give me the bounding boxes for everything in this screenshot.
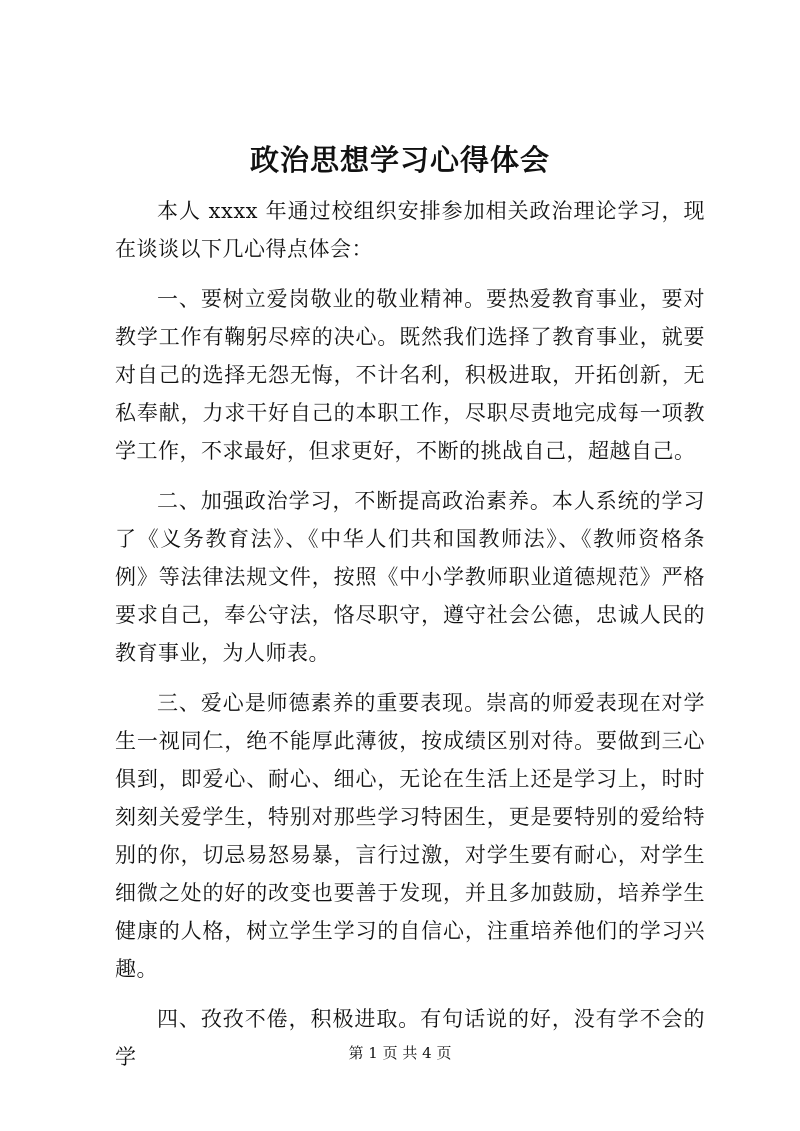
paragraph-intro: 本人 xxxx 年通过校组织安排参加相关政治理论学习，现在谈谈以下几心得点体会： — [115, 199, 705, 261]
paragraph-1: 一、要树立爱岗敬业的敬业精神。要热爱教育事业，要对教学工作有鞠躬尽瘁的决心。既然我们选择了教育事业，就要对自己的选择无怨无悔，不计名利，积极进取，开拓创新，无私奉献，力求干好自己的本职工作，尽职尽责地完成每一项教学工作，不求最好，但求更好，不断的挑战自己，超越自己。 — [115, 287, 705, 463]
paragraph-3: 三、爱心是师德素养的重要表现。崇高的师爱表现在对学生一视同仁，绝不能厚此薄彼，按成绩区别对待。要做到三心俱到，即爱心、耐心、细心，无论在生活上还是学习上，时时刻刻关爱学生，特别对那些学习特困生，更是要特别的爱给特别的你，切忌易怒易暴，言行过激，对学生要有耐心，对学生细微之处的好的改变也要善于发现，并且多加鼓励，培养学生健康的人格，树立学生学习的自信心，注重培养他们的学习兴趣。 — [115, 691, 705, 981]
page-footer: 第 1 页 共 4 页 — [348, 1044, 452, 1062]
document-body — [115, 192, 705, 1088]
paragraph-4: 四、孜孜不倦，积极进取。有句话说的好，没有学不会的学 — [115, 1007, 705, 1069]
paragraph-2: 二、加强政治学习，不断提高政治素养。本人系统的学习了《义务教育法》、《中华人们共和国教师法》、《教师资格条例》等法律法规文件，按照《中小学教师职业道德规范》严格要求自己，奉公守法，恪尽职守，遵守社会公德，忠诚人民的教育事业，为人师表。 — [115, 489, 705, 665]
document-title: 政治思想学习心得体会 — [249, 143, 550, 177]
